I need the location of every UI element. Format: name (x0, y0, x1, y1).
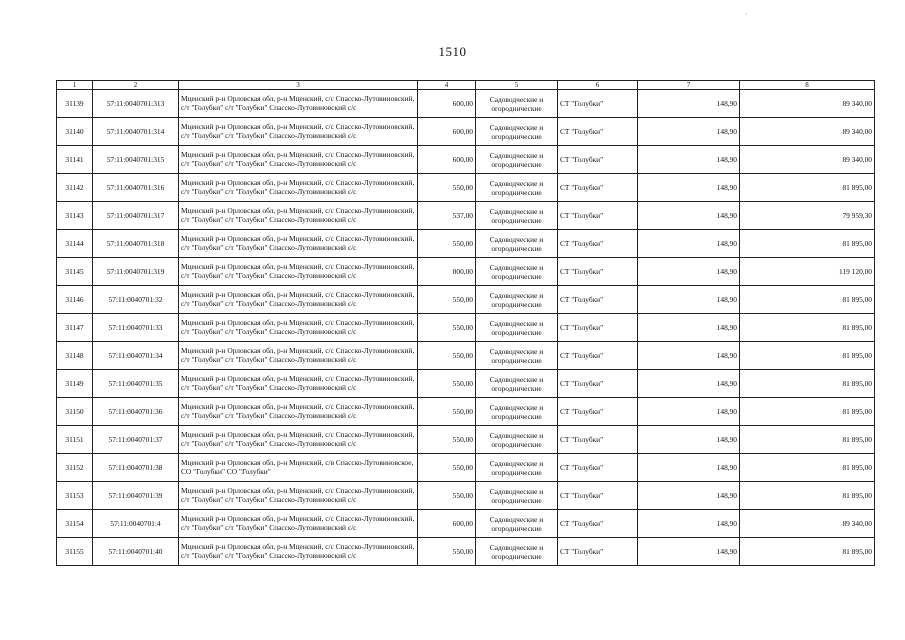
address-cell: Мценский р-н Орловская обл, р-н Мценский, с/в Спасско-Лутовиновское, СО "Голубки" СО "Голубки" (179, 454, 418, 482)
organization-cell: СТ "Голубки" (558, 174, 638, 202)
rate-cell: 148,90 (638, 370, 740, 398)
address-cell: Мценский р-н Орловская обл, р-н Мценский, с/с Спасско-Лутовиновский, с/т "Голубки" с/т "Голубки" Спасско-Лутовиновский с/с (179, 202, 418, 230)
row-number: 31146 (57, 286, 93, 314)
area-cell: 550,00 (418, 370, 476, 398)
area-cell: 550,00 (418, 174, 476, 202)
cadastral-value-cell: 81 895,00 (740, 426, 875, 454)
page-number: 1510 (438, 44, 467, 59)
cadastral-value-cell: 81 895,00 (740, 538, 875, 566)
rate-cell: 148,90 (638, 230, 740, 258)
cadastral-number: 57:11:0040701:318 (93, 230, 179, 258)
cadastral-number: 57:11:0040701:34 (93, 342, 179, 370)
table-row (57, 538, 875, 566)
table-row (57, 454, 875, 482)
area-cell: 537,00 (418, 202, 476, 230)
area-cell: 550,00 (418, 426, 476, 454)
cadastral-number: 57:11:0040701:40 (93, 538, 179, 566)
organization-cell: СТ "Голубки" (558, 286, 638, 314)
area-cell: 550,00 (418, 398, 476, 426)
address-cell: Мценский р-н Орловская обл, р-н Мценский, с/с Спасско-Лутовиновский, с/т "Голубки" с/т "Голубки" Спасско-Лутовиновский с/с (179, 258, 418, 286)
land-use-cell: Садоводческие и огороднические (476, 454, 558, 482)
land-use-cell: Садоводческие и огороднические (476, 258, 558, 286)
cadastral-value-cell: 89 340,00 (740, 146, 875, 174)
cadastral-number: 57:11:0040701:37 (93, 426, 179, 454)
organization-cell: СТ "Голубки" (558, 314, 638, 342)
land-use-cell: Садоводческие и огороднические (476, 370, 558, 398)
area-cell: 550,00 (418, 286, 476, 314)
cadastral-number: 57:11:0040701:35 (93, 370, 179, 398)
organization-cell: СТ "Голубки" (558, 202, 638, 230)
area-cell: 800,00 (418, 258, 476, 286)
cadastral-value-cell: 81 895,00 (740, 454, 875, 482)
table-row (57, 286, 875, 314)
address-cell: Мценский р-н Орловская обл, р-н Мценский, с/с Спасско-Лутовиновский, с/т "Голубки" с/т "Голубки" Спасско-Лутовиновский с/с (179, 426, 418, 454)
land-use-cell: Садоводческие и огороднические (476, 146, 558, 174)
cadastral-value-cell: 89 340,00 (740, 118, 875, 146)
address-cell: Мценский р-н Орловская обл, р-н Мценский, с/с Спасско-Лутовиновский, с/т "Голубки" с/т "Голубки" Спасско-Лутовиновский с/с (179, 146, 418, 174)
col-header: 6 (558, 81, 638, 90)
cadastral-value-cell: 81 895,00 (740, 174, 875, 202)
table-row (57, 174, 875, 202)
area-cell: 550,00 (418, 230, 476, 258)
rate-cell: 148,90 (638, 118, 740, 146)
table-row (57, 314, 875, 342)
organization-cell: СТ "Голубки" (558, 258, 638, 286)
address-cell: Мценский р-н Орловская обл, р-н Мценский, с/с Спасско-Лутовиновский, с/т "Голубки" с/т "Голубки" Спасско-Лутовиновский с/с (179, 370, 418, 398)
area-cell: 550,00 (418, 342, 476, 370)
area-cell: 550,00 (418, 454, 476, 482)
row-number: 31152 (57, 454, 93, 482)
address-cell: Мценский р-н Орловская обл, р-н Мценский, с/с Спасско-Лутовиновский, с/т "Голубки" с/т "Голубки" Спасско-Лутовиновский с/с (179, 314, 418, 342)
row-number: 31153 (57, 482, 93, 510)
organization-cell: СТ "Голубки" (558, 482, 638, 510)
cadastral-value-cell: 89 340,00 (740, 90, 875, 118)
row-number: 31143 (57, 202, 93, 230)
row-number: 31147 (57, 314, 93, 342)
organization-cell: СТ "Голубки" (558, 118, 638, 146)
land-use-cell: Садоводческие и огороднические (476, 426, 558, 454)
cadastral-number: 57:11:0040701:33 (93, 314, 179, 342)
land-use-cell: Садоводческие и огороднические (476, 202, 558, 230)
organization-cell: СТ "Голубки" (558, 538, 638, 566)
land-use-cell: Садоводческие и огороднические (476, 90, 558, 118)
organization-cell: СТ "Голубки" (558, 230, 638, 258)
land-use-cell: Садоводческие и огороднические (476, 286, 558, 314)
cadastral-value-cell: 79 959,30 (740, 202, 875, 230)
col-header: 5 (476, 81, 558, 90)
land-use-cell: Садоводческие и огороднические (476, 342, 558, 370)
table-row (57, 258, 875, 286)
row-number: 31140 (57, 118, 93, 146)
organization-cell: СТ "Голубки" (558, 454, 638, 482)
table-body (57, 90, 875, 566)
land-use-cell: Садоводческие и огороднические (476, 538, 558, 566)
row-number: 31149 (57, 370, 93, 398)
cadastral-number: 57:11:0040701:32 (93, 286, 179, 314)
address-cell: Мценский р-н Орловская обл, р-н Мценский, с/с Спасско-Лутовиновский, с/т "Голубки" с/т "Голубки" Спасско-Лутовиновский с/с (179, 510, 418, 538)
row-number: 31142 (57, 174, 93, 202)
cadastral-number: 57:11:0040701:316 (93, 174, 179, 202)
address-cell: Мценский р-н Орловская обл, р-н Мценский, с/с Спасско-Лутовиновский, с/т "Голубки" с/т "Голубки" Спасско-Лутовиновский с/с (179, 482, 418, 510)
col-header: 8 (740, 81, 875, 90)
cadastral-number: 57:11:0040701:319 (93, 258, 179, 286)
cadastral-number: 57:11:0040701:317 (93, 202, 179, 230)
col-header: 4 (418, 81, 476, 90)
rate-cell: 148,90 (638, 314, 740, 342)
organization-cell: СТ "Голубки" (558, 398, 638, 426)
organization-cell: СТ "Голубки" (558, 146, 638, 174)
cadastral-number: 57:11:0040701:315 (93, 146, 179, 174)
land-use-cell: Садоводческие и огороднические (476, 314, 558, 342)
land-use-cell: Садоводческие и огороднические (476, 230, 558, 258)
area-cell: 600,00 (418, 510, 476, 538)
area-cell: 600,00 (418, 118, 476, 146)
organization-cell: СТ "Голубки" (558, 342, 638, 370)
address-cell: Мценский р-н Орловская обл, р-н Мценский, с/с Спасско-Лутовиновский, с/т "Голубки" с/т "Голубки" Спасско-Лутовиновский с/с (179, 286, 418, 314)
land-use-cell: Садоводческие и огороднические (476, 398, 558, 426)
area-cell: 550,00 (418, 538, 476, 566)
rate-cell: 148,90 (638, 398, 740, 426)
rate-cell: 148,90 (638, 454, 740, 482)
cadastral-number: 57:11:0040701:38 (93, 454, 179, 482)
cadastral-value-cell: 81 895,00 (740, 314, 875, 342)
row-number: 31144 (57, 230, 93, 258)
cadastral-value-cell: 81 895,00 (740, 398, 875, 426)
table-row (57, 202, 875, 230)
cadastral-number: 57:11:0040701:314 (93, 118, 179, 146)
address-cell: Мценский р-н Орловская обл, р-н Мценский, с/с Спасско-Лутовиновский, с/т "Голубки" с/т "Голубки" Спасско-Лутовиновский с/с (179, 398, 418, 426)
table-row (57, 230, 875, 258)
organization-cell: СТ "Голубки" (558, 510, 638, 538)
header-row (57, 81, 875, 90)
rate-cell: 148,90 (638, 426, 740, 454)
cadastral-value-cell: 81 895,00 (740, 482, 875, 510)
rate-cell: 148,90 (638, 286, 740, 314)
cadastral-value-cell: 119 120,00 (740, 258, 875, 286)
cadastral-value-cell: 89 340,00 (740, 510, 875, 538)
cadastral-number: 57:11:0040701:36 (93, 398, 179, 426)
table-row (57, 426, 875, 454)
table-row (57, 482, 875, 510)
corner-mark: · (745, 10, 748, 19)
cadastral-value-cell: 81 895,00 (740, 286, 875, 314)
table-row (57, 342, 875, 370)
row-number: 31139 (57, 90, 93, 118)
area-cell: 600,00 (418, 146, 476, 174)
land-use-cell: Садоводческие и огороднические (476, 482, 558, 510)
land-use-cell: Садоводческие и огороднические (476, 174, 558, 202)
row-number: 31145 (57, 258, 93, 286)
row-number: 31151 (57, 426, 93, 454)
col-header: 1 (57, 81, 93, 90)
cadastral-value-cell: 81 895,00 (740, 342, 875, 370)
address-cell: Мценский р-н Орловская обл, р-н Мценский, с/с Спасско-Лутовиновский, с/т "Голубки" с/т "Голубки" Спасско-Лутовиновский с/с (179, 538, 418, 566)
table-row (57, 118, 875, 146)
row-number: 31155 (57, 538, 93, 566)
cadastral-number: 57:11:0040701:4 (93, 510, 179, 538)
table-row (57, 510, 875, 538)
rate-cell: 148,90 (638, 146, 740, 174)
rate-cell: 148,90 (638, 342, 740, 370)
address-cell: Мценский р-н Орловская обл, р-н Мценский, с/с Спасско-Лутовиновский, с/т "Голубки" с/т "Голубки" Спасско-Лутовиновский с/с (179, 342, 418, 370)
table-row (57, 146, 875, 174)
row-number: 31148 (57, 342, 93, 370)
cadastral-value-cell: 81 895,00 (740, 370, 875, 398)
col-header: 3 (179, 81, 418, 90)
land-registry-table (56, 80, 875, 566)
rate-cell: 148,90 (638, 202, 740, 230)
row-number: 31141 (57, 146, 93, 174)
land-use-cell: Садоводческие и огороднические (476, 118, 558, 146)
organization-cell: СТ "Голубки" (558, 90, 638, 118)
col-header: 7 (638, 81, 740, 90)
rate-cell: 148,90 (638, 482, 740, 510)
rate-cell: 148,90 (638, 258, 740, 286)
row-number: 31154 (57, 510, 93, 538)
table-header (57, 81, 875, 90)
row-number: 31150 (57, 398, 93, 426)
table-row (57, 370, 875, 398)
cadastral-number: 57:11:0040701:313 (93, 90, 179, 118)
rate-cell: 148,90 (638, 538, 740, 566)
cadastral-value-cell: 81 895,00 (740, 230, 875, 258)
col-header: 2 (93, 81, 179, 90)
rate-cell: 148,90 (638, 510, 740, 538)
area-cell: 550,00 (418, 314, 476, 342)
address-cell: Мценский р-н Орловская обл, р-н Мценский, с/с Спасско-Лутовиновский, с/т "Голубки" с/т "Голубки" Спасско-Лутовиновский с/с (179, 90, 418, 118)
cadastral-number: 57:11:0040701:39 (93, 482, 179, 510)
table-row (57, 398, 875, 426)
address-cell: Мценский р-н Орловская обл, р-н Мценский, с/с Спасско-Лутовиновский, с/т "Голубки" с/т "Голубки" Спасско-Лутовиновский с/с (179, 174, 418, 202)
area-cell: 600,00 (418, 90, 476, 118)
rate-cell: 148,90 (638, 174, 740, 202)
address-cell: Мценский р-н Орловская обл, р-н Мценский, с/с Спасско-Лутовиновский, с/т "Голубки" с/т "Голубки" Спасско-Лутовиновский с/с (179, 230, 418, 258)
table-row (57, 90, 875, 118)
rate-cell: 148,90 (638, 90, 740, 118)
organization-cell: СТ "Голубки" (558, 370, 638, 398)
organization-cell: СТ "Голубки" (558, 426, 638, 454)
address-cell: Мценский р-н Орловская обл, р-н Мценский, с/с Спасско-Лутовиновский, с/т "Голубки" с/т "Голубки" Спасско-Лутовиновский с/с (179, 118, 418, 146)
area-cell: 550,00 (418, 482, 476, 510)
land-use-cell: Садоводческие и огороднические (476, 510, 558, 538)
